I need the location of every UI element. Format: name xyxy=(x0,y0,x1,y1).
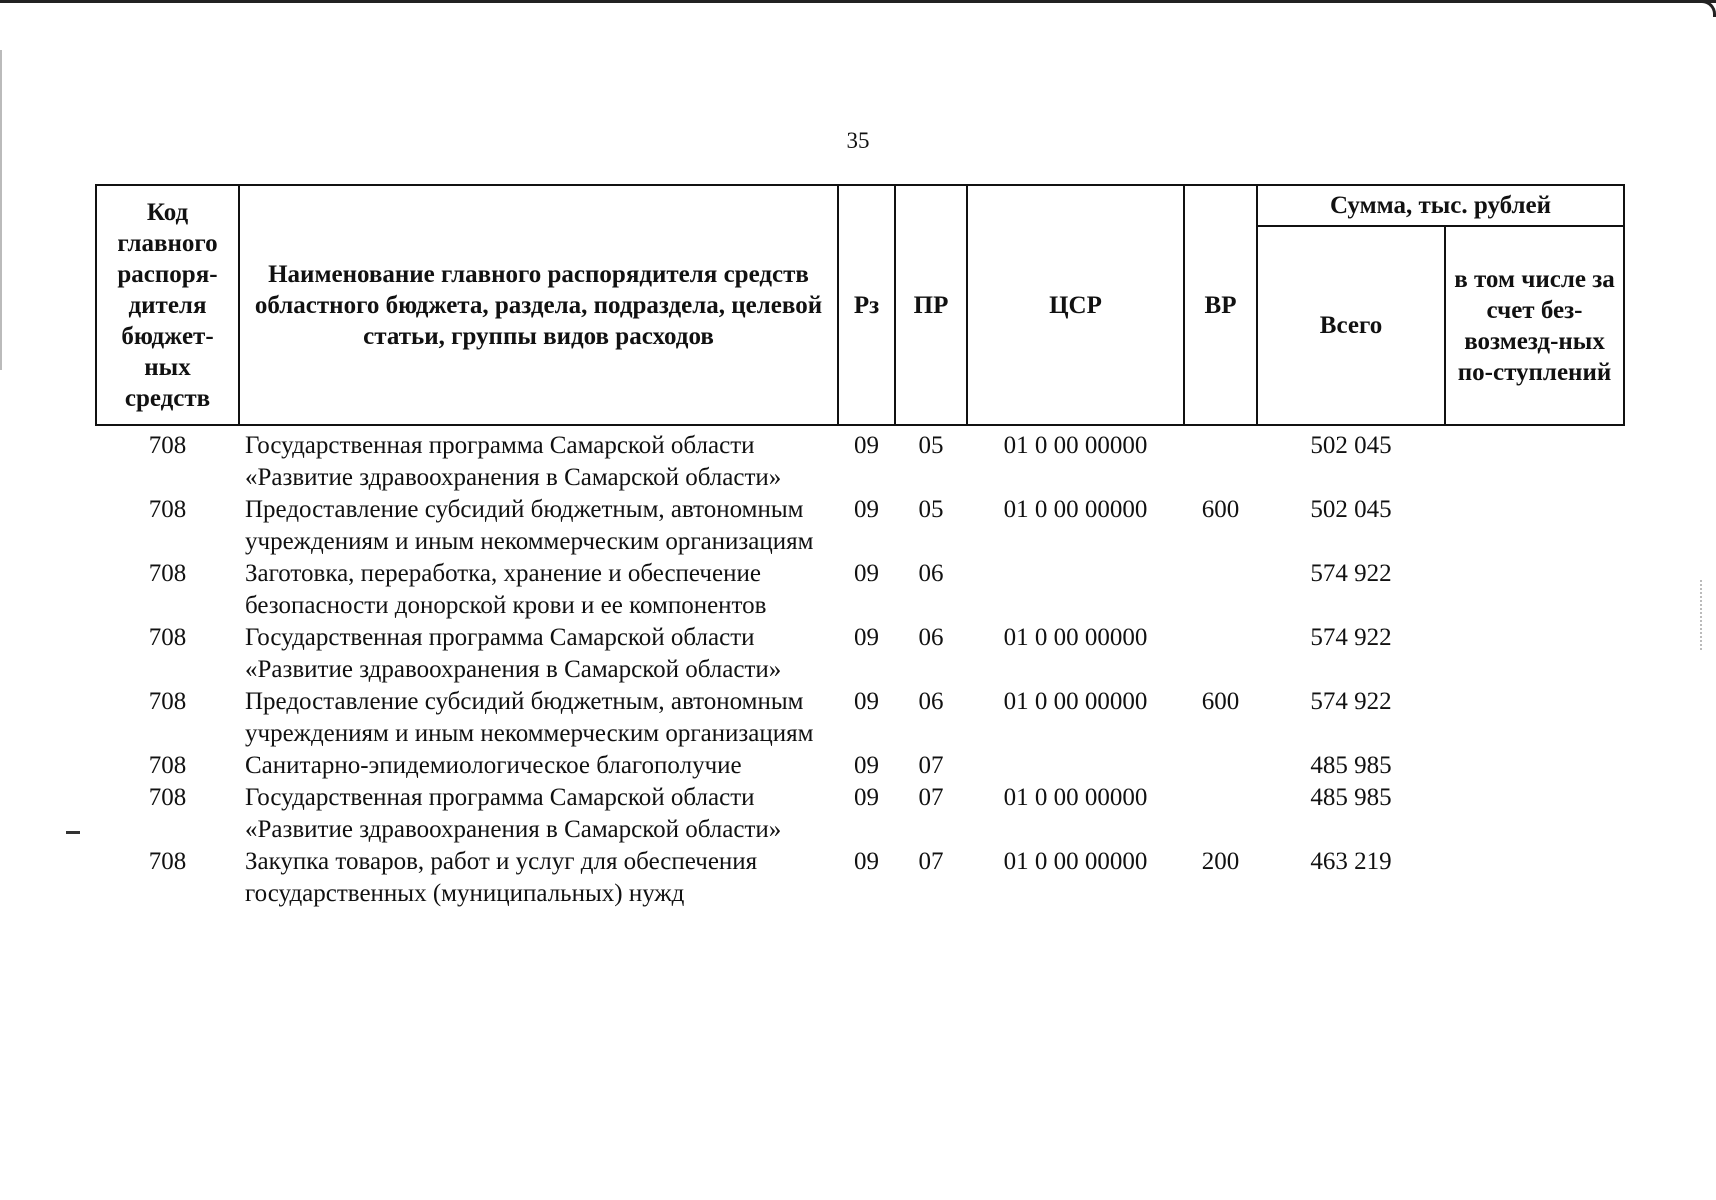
cell-total: 502 045 xyxy=(1310,432,1392,459)
cell-total: 574 922 xyxy=(1310,560,1392,587)
cell-vr xyxy=(1184,558,1257,622)
cell-incl xyxy=(1445,782,1624,846)
table-row xyxy=(96,558,1624,622)
cell-code: 708 xyxy=(148,624,187,651)
cell-name: Предоставление субсидий бюджетным, автономным учреждениям и иным некоммерческим организациям xyxy=(245,496,814,555)
cell-csr: 01 0 00 00000 xyxy=(1003,496,1148,523)
cell-code: 708 xyxy=(148,784,187,811)
table-row xyxy=(96,846,1624,910)
header-incl-free: в том числе за счет без-возмезд-ных по-ступлений xyxy=(1445,226,1624,425)
cell-pr: 05 xyxy=(918,496,944,523)
cell-incl xyxy=(1445,558,1624,622)
header-csr: ЦСР xyxy=(967,185,1184,425)
cell-incl xyxy=(1445,846,1624,910)
cell-code: 708 xyxy=(148,496,187,523)
cell-csr xyxy=(967,750,1184,782)
budget-table xyxy=(95,184,1625,910)
cell-total: 485 985 xyxy=(1310,752,1392,779)
cell-pr: 06 xyxy=(918,624,944,651)
cell-code: 708 xyxy=(148,688,187,715)
cell-incl xyxy=(1445,425,1624,494)
cell-name: Государственная программа Самарской области «Развитие здравоохранения в Самарской области» xyxy=(245,624,782,683)
cell-incl xyxy=(1445,686,1624,750)
header-name: Наименование главного распорядителя средств областного бюджета, раздела, подраздела, целевой статьи, группы видов расходов xyxy=(239,185,838,425)
cell-vr xyxy=(1184,622,1257,686)
cell-csr: 01 0 00 00000 xyxy=(1003,688,1148,715)
table-row xyxy=(96,686,1624,750)
cell-csr: 01 0 00 00000 xyxy=(1003,432,1148,459)
table-row xyxy=(96,782,1624,846)
cell-rz: 09 xyxy=(854,784,879,811)
cell-rz: 09 xyxy=(854,624,879,651)
header-code: Код главного распоря-дителя бюджет-ных средств xyxy=(96,185,239,425)
cell-csr: 01 0 00 00000 xyxy=(1003,784,1148,811)
cell-csr: 01 0 00 00000 xyxy=(1003,624,1148,651)
cell-rz: 09 xyxy=(854,432,879,459)
table-header xyxy=(96,185,1624,425)
cell-incl xyxy=(1445,622,1624,686)
header-pr: ПР xyxy=(895,185,967,425)
header-total: Всего xyxy=(1257,226,1445,425)
cell-code: 708 xyxy=(148,848,187,875)
cell-rz: 09 xyxy=(854,848,879,875)
scan-specks xyxy=(1700,580,1712,650)
cell-incl xyxy=(1445,750,1624,782)
cell-csr xyxy=(967,558,1184,622)
table-row xyxy=(96,425,1624,494)
cell-name: Предоставление субсидий бюджетным, автономным учреждениям и иным некоммерческим организациям xyxy=(245,688,814,747)
cell-code: 708 xyxy=(148,752,187,779)
cell-name: Заготовка, переработка, хранение и обеспечение безопасности донорской крови и ее компонентов xyxy=(245,560,767,619)
scan-top-edge xyxy=(0,0,1716,3)
cell-vr xyxy=(1184,750,1257,782)
cell-name: Государственная программа Самарской области «Развитие здравоохранения в Самарской области» xyxy=(245,432,782,491)
cell-vr xyxy=(1184,782,1257,846)
cell-total: 502 045 xyxy=(1310,496,1392,523)
cell-pr: 06 xyxy=(918,688,944,715)
cell-total: 574 922 xyxy=(1310,688,1392,715)
table-row xyxy=(96,622,1624,686)
header-rz: Рз xyxy=(838,185,895,425)
header-vr: ВР xyxy=(1184,185,1257,425)
table-row xyxy=(96,750,1624,782)
table-body xyxy=(96,425,1624,910)
cell-incl xyxy=(1445,494,1624,558)
cell-rz: 09 xyxy=(854,496,879,523)
cell-pr: 07 xyxy=(918,848,944,875)
cell-pr: 07 xyxy=(918,784,944,811)
cell-code: 708 xyxy=(148,560,187,587)
cell-vr: 600 xyxy=(1201,496,1240,523)
cell-total: 574 922 xyxy=(1310,624,1392,651)
cell-vr: 600 xyxy=(1201,688,1240,715)
cell-name: Государственная программа Самарской области «Развитие здравоохранения в Самарской области» xyxy=(245,784,782,843)
cell-pr: 06 xyxy=(918,560,944,587)
cell-rz: 09 xyxy=(854,560,879,587)
cell-csr: 01 0 00 00000 xyxy=(1003,848,1148,875)
scan-blot xyxy=(66,831,80,834)
cell-pr: 07 xyxy=(918,752,944,779)
page-number: 35 xyxy=(846,128,870,153)
cell-name: Закупка товаров, работ и услуг для обеспечения государственных (муниципальных) нужд xyxy=(245,848,758,907)
cell-vr: 200 xyxy=(1201,848,1240,875)
scan-left-edge xyxy=(0,50,2,370)
cell-rz: 09 xyxy=(854,688,879,715)
cell-total: 463 219 xyxy=(1310,848,1392,875)
cell-rz: 09 xyxy=(854,752,879,779)
cell-vr xyxy=(1184,425,1257,494)
header-sum-group: Сумма, тыс. рублей xyxy=(1257,185,1624,226)
cell-code: 708 xyxy=(148,432,187,459)
cell-name: Санитарно-эпидемиологическое благополучие xyxy=(245,752,742,779)
table-row xyxy=(96,494,1624,558)
cell-total: 485 985 xyxy=(1310,784,1392,811)
cell-pr: 05 xyxy=(918,432,944,459)
